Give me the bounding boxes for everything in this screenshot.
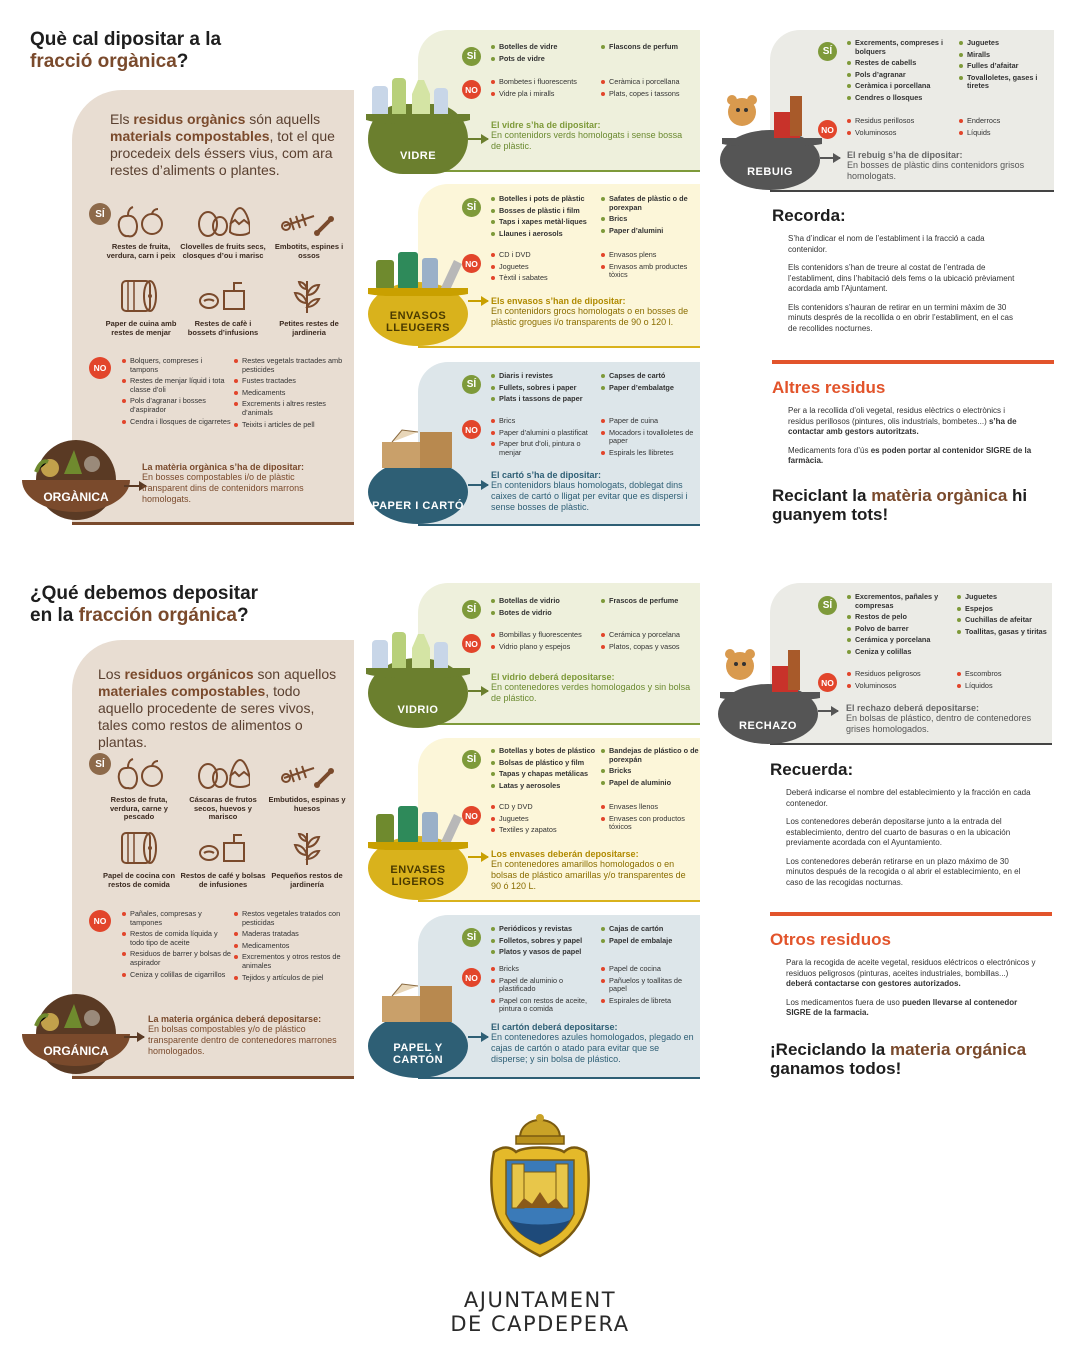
slogan: ¡Reciclando la materia orgánica ganamos todos! <box>770 1040 1027 1078</box>
list-item: Tejidos y artículos de piel <box>233 974 345 983</box>
list-item: Bricks <box>600 767 700 776</box>
rebuig-yes-list-1 <box>846 39 958 106</box>
no-badge: NO <box>462 806 481 825</box>
divider <box>770 912 1052 916</box>
si-badge: SÍ <box>462 47 481 66</box>
envases-divider <box>418 900 700 902</box>
apple-icon <box>114 201 168 241</box>
organic-bowl-icon <box>18 986 134 1076</box>
list-item: Botelles i pots de plàstic <box>490 195 600 204</box>
bottle-icon <box>364 800 472 850</box>
organic-divider <box>72 522 354 525</box>
envasos-yes-list-1 <box>490 195 600 241</box>
page-title: Què cal dipositar a la fracció orgànica? <box>30 29 222 72</box>
list-item: Folletos, sobres y papel <box>490 937 602 946</box>
arrow-icon <box>124 1036 144 1038</box>
envasos-deposit: Els envasos s’han de dipositar: En contenidors grocs homologats o en bosses de plàstic grogues i/o transparents de 90 o 120 l. <box>491 296 689 327</box>
list-item: Enderrocs <box>958 117 1054 126</box>
envasos-divider <box>418 346 700 348</box>
rebuig-yes-list-2 <box>958 39 1054 94</box>
list-item: Ceràmica i porcellana <box>846 82 958 91</box>
list-item: Plats, copes i tassons <box>600 90 700 99</box>
page-title: ¿Qué debemos depositar en la fracción orgánica? <box>30 583 259 626</box>
vidrio-badge: VIDRIO <box>368 658 468 728</box>
papel-no-list-1 <box>490 965 600 1017</box>
organic-no-list-2 <box>233 357 343 432</box>
list-item: Paper d’alumini <box>600 227 700 236</box>
vidre-yes-list-1 <box>490 43 600 66</box>
bottle-icon <box>362 628 474 678</box>
box-icon <box>372 424 468 474</box>
organic-deposit: La matèria orgànica s’ha de dipositar: En bosses compostables i/o de plàstic transparent dins de contenidors marrons homologats. <box>142 462 305 504</box>
list-item: Juguetes <box>490 815 600 824</box>
vidrio-divider <box>418 723 700 725</box>
organic-no-list-2 <box>233 910 345 985</box>
rechazo-no-list-2 <box>956 670 1052 693</box>
list-item: Botelles de vidre <box>490 43 600 52</box>
no-badge: NO <box>818 120 837 139</box>
list-item: Excrements i altres restes d’animals <box>233 400 343 417</box>
list-item: Excrements, compreses i bolquers <box>846 39 958 56</box>
list-item: Cajas de cartón <box>600 925 700 934</box>
yes-item-label: Restes de fruita, verdura, carn i peix <box>106 242 176 260</box>
apple-icon <box>114 753 168 793</box>
arrow-icon <box>468 138 488 140</box>
list-item: Papel de aluminio o plastificado <box>490 977 600 994</box>
organic-intro: Els residus orgànics són aquells materials compostables, tot el que procedeix dels éssers vius, com ara restes d’aliments o plantes. <box>110 111 335 178</box>
list-item: Restos de pelo <box>846 613 958 622</box>
vidrio-yes-list-1 <box>490 597 600 620</box>
arrow-icon <box>820 157 840 159</box>
list-item: Residuos de barrer y bolsas de aspirador <box>121 950 233 967</box>
list-item: Excrementos y otros restos de animales <box>233 953 345 970</box>
yes-item-label: Papel de cocina con restos de comida <box>102 871 176 889</box>
list-item: Papel de aluminio <box>600 779 700 788</box>
leaf-branch-icon <box>280 828 334 868</box>
vidrio-deposit: El vidrio deberá depositarse: En contenedores verdes homologados y sin bolsa de plástico. <box>491 672 691 703</box>
envases-yes-list-2 <box>600 747 700 790</box>
yes-item-label: Restos de fruta, verdura, carne y pescado <box>110 795 168 821</box>
list-item: Platos y vasos de papel <box>490 948 602 957</box>
papel-yes-list-1 <box>490 925 602 960</box>
vidrio-no-list-1 <box>490 631 600 654</box>
list-item: CD i DVD <box>490 251 600 260</box>
list-item: Cuchillas de afeitar <box>956 616 1052 625</box>
vidre-divider <box>418 170 700 172</box>
organic-intro: Los residuos orgánicos son aquellos materiales compostables, todo aquello procedente de seres vivos, tales como restos de alimentos o plantas. <box>98 666 337 750</box>
list-item: Fulles d’afaitar <box>958 62 1054 71</box>
list-item: Bolsas de plástico y film <box>490 759 602 768</box>
list-item: Juguetes <box>958 39 1054 48</box>
list-item: Toallitas, gasas y tiritas <box>956 628 1052 637</box>
rechazo-yes-list-1 <box>846 593 958 660</box>
list-item: Residus perillosos <box>846 117 958 126</box>
box-icon <box>372 978 468 1028</box>
list-item: Pañuelos y toallitas de papel <box>600 977 700 994</box>
nuts-egg-icon <box>196 753 250 793</box>
list-item: Bombetes i fluorescents <box>490 78 600 87</box>
list-item: Textiles y zapatos <box>490 826 600 835</box>
list-item: Brics <box>600 215 700 224</box>
arrow-icon <box>468 300 488 302</box>
altres-title: Altres residus <box>772 378 886 397</box>
list-item: Papel de embalaje <box>600 937 700 946</box>
yes-item-label: Clovelles de fruits secs, closques d’ou i marisc <box>180 242 266 260</box>
envasos-badge: ENVASOS LLEUGERS <box>368 282 468 346</box>
envasos-no-list-2 <box>600 251 700 283</box>
no-badge: NO <box>462 80 481 99</box>
si-badge: SÍ <box>89 753 111 775</box>
rechazo-badge: RECHAZO <box>718 684 818 744</box>
no-badge: NO <box>462 968 481 987</box>
rebuig-deposit: El rebuig s’ha de dipositar: En bosses de plàstic dins contenidors grisos homologats. <box>847 150 1025 181</box>
list-item: Restos vegetales tratados con pesticidas <box>233 910 345 927</box>
list-item: Bombillas y fluorescentes <box>490 631 600 640</box>
list-item: Medicaments <box>233 389 343 398</box>
list-item: Plats i tassons de paper <box>490 395 600 404</box>
list-item: Cerámica y porcelana <box>600 631 700 640</box>
vidre-deposit: El vidre s’ha de dipositar: En contenidors verds homologats i sense bossa de plàstic. <box>491 120 683 151</box>
list-item: Taps i xapes metàl·liques <box>490 218 600 227</box>
envases-yes-list-1 <box>490 747 602 793</box>
list-item: Bricks <box>490 965 600 974</box>
list-item: Safates de plàstic o de porexpan <box>600 195 700 212</box>
list-item: Pols d’agranar <box>846 71 958 80</box>
envases-no-list-2 <box>600 803 700 835</box>
list-item: Cendra i llosques de cigarretes <box>121 418 231 427</box>
list-item: Bosses de plàstic i film <box>490 207 600 216</box>
list-item: Pañales, compresas y tampones <box>121 910 233 927</box>
organic-badge-label: ORGÀNICA <box>43 490 109 504</box>
yes-item-label: Paper de cuina amb restes de menjar <box>105 319 177 337</box>
list-item: Envasos amb productes tòxics <box>600 263 700 280</box>
papel-yes-list-2 <box>600 925 700 948</box>
yes-item-label: Cáscaras de frutos secos, huevos y marisco <box>189 795 257 821</box>
fishbone-icon <box>280 201 334 241</box>
organic-deposit: La materia orgánica deberá depositarse: En bolsas compostables y/o de plástico transparente dentro de contenedores marrones homologados. <box>148 1014 337 1056</box>
list-item: Diaris i revistes <box>490 372 600 381</box>
list-item: Latas y aerosoles <box>490 782 602 791</box>
vidre-yes-list-2 <box>600 43 700 55</box>
list-item: Capses de cartó <box>600 372 700 381</box>
list-item: Mocadors i tovalloletes de paper <box>600 429 700 446</box>
organic-no-list-1 <box>121 910 233 982</box>
list-item: Vidre pla i miralls <box>490 90 600 99</box>
paper-badge: PAPER I CARTÓ <box>368 460 468 524</box>
list-item: Tèxtil i sabates <box>490 274 600 283</box>
list-item: Tovalloletes, gases i tiretes <box>958 74 1054 91</box>
papel-badge: PAPEL Y CARTÓN <box>368 1014 468 1078</box>
si-badge: SÍ <box>818 42 837 61</box>
list-item: Frascos de perfume <box>600 597 700 606</box>
coffee-icon <box>196 828 250 868</box>
teddy-bear-icon <box>720 92 824 146</box>
list-item: Juguetes <box>956 593 1052 602</box>
si-badge: SÍ <box>462 198 481 217</box>
list-item: Paper de cuina <box>600 417 700 426</box>
list-item: Voluminosos <box>846 682 958 691</box>
rebuig-no-list-1 <box>846 117 958 140</box>
list-item: Pols d’agranar i bosses d’aspirador <box>121 397 231 414</box>
list-item: Líquids <box>958 129 1054 138</box>
list-item: Envasos plens <box>600 251 700 260</box>
list-item: Cendres o llosques <box>846 94 958 103</box>
envasos-no-list-1 <box>490 251 600 286</box>
arrow-icon <box>468 856 488 858</box>
no-badge: NO <box>818 673 837 692</box>
paper-divider <box>418 524 700 526</box>
list-item: Platos, copas y vasos <box>600 643 700 652</box>
list-item: Excrementos, pañales y compresas <box>846 593 958 610</box>
recorda-title: Recorda: <box>772 206 846 225</box>
list-item: Cerámica y porcelana <box>846 636 958 645</box>
list-item: Líquidos <box>956 682 1052 691</box>
list-item: Medicamentos <box>233 942 345 951</box>
list-item: Restes vegetals tractades amb pesticides <box>233 357 343 374</box>
list-item: Espirales de libreta <box>600 997 700 1006</box>
organic-no-list-1 <box>121 357 231 429</box>
list-item: Envases llenos <box>600 803 700 812</box>
leaf-branch-icon <box>280 276 334 316</box>
paper-roll-icon <box>114 276 168 316</box>
list-item: Paper d’embalatge <box>600 384 700 393</box>
list-item: Bolquers, compreses i tampons <box>121 357 231 374</box>
fishbone-icon <box>280 753 334 793</box>
coat-of-arms-icon <box>476 1112 604 1272</box>
paper-yes-list-1 <box>490 372 600 407</box>
recuerda-section: Recuerda: Deberá indicarse el nombre del establecimiento y la fracción en cada contenedor. Los contenedores deberán depositarse junto a la entrada del establecimiento, dentro del cuarto de basuras o en la ubicación previamente acordada con el Ayuntamiento. Los contenedores deberán retirarse en un plazo máximo de 30 minutos después de la recogida o al abrir el establecimiento, en el caso de las recogidas nocturnas. <box>770 760 1052 896</box>
envasos-yes-list-2 <box>600 195 700 238</box>
list-item: Periódicos y revistas <box>490 925 602 934</box>
list-item: Paper brut d’oli, pintura o menjar <box>490 440 602 457</box>
yes-item-label: Embotits, espines i ossos <box>274 242 344 260</box>
envases-badge: ENVASES LIGEROS <box>368 836 468 900</box>
arrow-icon <box>468 1036 488 1038</box>
no-badge: NO <box>462 254 481 273</box>
list-item: Escombros <box>956 670 1052 679</box>
list-item: Botellas de vidrio <box>490 597 600 606</box>
list-item: Llaunes i aerosols <box>490 230 600 239</box>
si-badge: SÍ <box>818 596 837 615</box>
no-badge: NO <box>89 910 111 932</box>
list-item: Fullets, sobres i paper <box>490 384 600 393</box>
list-item: Papel de cocina <box>600 965 700 974</box>
footer-logo-text: AJUNTAMENT DE CAPDEPERA <box>450 1288 630 1336</box>
list-item: Espirals les llibretes <box>600 449 700 458</box>
list-item: Fustes tractades <box>233 377 343 386</box>
list-item: Teixits i articles de pell <box>233 421 343 430</box>
yes-item-label: Embutidos, espinas y huesos <box>268 795 346 813</box>
no-badge: NO <box>89 357 111 379</box>
list-item: Botes de vidrio <box>490 609 600 618</box>
yes-item-label: Petites restes de jardineria <box>279 319 339 337</box>
divider <box>772 360 1054 364</box>
otros-section: Otros residuos Para la recogida de aceite vegetal, residuos eléctricos o electrónicos y residuos peligrosos (pinturas, aceites industriales, bombillas...) deberá contactarse con gestores autorizados. Los medicamentos fuera de uso pueden llevarse al contenedor SIGRE de la farmacia. <box>770 930 1052 1027</box>
list-item: Restes de cabells <box>846 59 958 68</box>
list-item: Residuos peligrosos <box>846 670 958 679</box>
list-item: Bandejas de plástico o de porexpán <box>600 747 700 764</box>
recuerda-title: Recuerda: <box>770 760 854 779</box>
rebuig-divider <box>770 190 1054 192</box>
vidre-no-list-2 <box>600 78 700 101</box>
paper-no-list-2 <box>600 417 700 460</box>
coffee-icon <box>196 276 250 316</box>
organic-badge-label: ORGÁNICA <box>43 1044 109 1058</box>
list-item: Ceniza y colillas <box>846 648 958 657</box>
list-item: Papel con restos de aceite, pintura o comida <box>490 997 600 1014</box>
arrow-icon <box>468 484 488 486</box>
slogan: Reciclant la matèria orgànica hi guanyem tots! <box>772 486 1028 524</box>
si-badge: SÍ <box>462 600 481 619</box>
organic-divider <box>72 1076 354 1079</box>
list-item: Maderas tratadas <box>233 930 345 939</box>
si-badge: SÍ <box>462 750 481 769</box>
bottle-icon <box>362 74 474 124</box>
envases-deposit: Los envases deberán depositarse: En contenedores amarillos homologados o en bolsas de plástico amarillas y/o transparentes de 90 ó 120 L. <box>491 849 686 891</box>
list-item: Polvo de barrer <box>846 625 958 634</box>
arrow-icon <box>818 710 838 712</box>
list-item: Paper d’alumini o plastificat <box>490 429 602 438</box>
rechazo-no-list-1 <box>846 670 958 693</box>
list-item: Miralls <box>958 51 1054 60</box>
list-item: Pots de vidre <box>490 55 600 64</box>
list-item: Tapas y chapas metálicas <box>490 770 602 779</box>
otros-title: Otros residuos <box>770 930 891 949</box>
bottle-icon <box>364 246 472 296</box>
yes-item-label: Pequeños restos de jardinería <box>271 871 343 889</box>
envases-no-list-1 <box>490 803 600 838</box>
list-item: Joguetes <box>490 263 600 272</box>
list-item: Brics <box>490 417 602 426</box>
list-item: Flascons de perfum <box>600 43 700 52</box>
paper-deposit: El cartó s’ha de dipositar: En contenidors blaus homologats, doblegat dins caixes de cartó o lligat per evitar que es dispersi i sense bosses de plàstic. <box>491 470 688 512</box>
arrow-icon <box>468 690 488 692</box>
si-badge: SÍ <box>462 375 481 394</box>
no-badge: NO <box>462 420 481 439</box>
list-item: Vidrio plano y espejos <box>490 643 600 652</box>
vidrio-yes-list-2 <box>600 597 700 609</box>
no-badge: NO <box>462 634 481 653</box>
teddy-bear-icon <box>718 646 822 700</box>
papel-divider <box>418 1077 700 1079</box>
papel-deposit: El cartón deberá depositarse: En contenedores azules homologados, plegado en cajas de cartón o atado para evitar que se disperse; y sin bolsa de plástico. <box>491 1022 694 1064</box>
papel-no-list-2 <box>600 965 700 1008</box>
list-item: Botellas y botes de plástico <box>490 747 602 756</box>
rechazo-yes-list-2 <box>956 593 1052 639</box>
paper-yes-list-2 <box>600 372 700 395</box>
si-badge: SÍ <box>462 928 481 947</box>
list-item: Restos de comida líquida y todo tipo de aceite <box>121 930 233 947</box>
list-item: Voluminosos <box>846 129 958 138</box>
list-item: Espejos <box>956 605 1052 614</box>
vidrio-no-list-2 <box>600 631 700 654</box>
vidre-badge: VIDRE <box>368 104 468 174</box>
rechazo-deposit: El rechazo deberá depositarse: En bolsas de plástico, dentro de contenedores grises homologados. <box>846 703 1032 734</box>
paper-no-list-1 <box>490 417 602 460</box>
vidre-no-list-1 <box>490 78 600 101</box>
rebuig-no-list-2 <box>958 117 1054 140</box>
yes-item-label: Restes de cafè i bossets d’infusions <box>187 319 259 337</box>
altres-section: Altres residus Per a la recollida d’oli vegetal, residus elèctrics o electrònics i residus perillosos (pintures, olis industrials, bombetes...) s’ha de contactar amb gestors autoritzats. Medicaments fora d’ús es poden portar al contenidor SIGRE de la farmàcia. <box>772 378 1052 475</box>
list-item: Restes de menjar líquid i tota classe d’oli <box>121 377 231 394</box>
list-item: Ceniza y colillas de cigarrillos <box>121 971 233 980</box>
rechazo-divider <box>770 743 1052 745</box>
list-item: Ceràmica i porcellana <box>600 78 700 87</box>
organic-bowl-icon <box>18 432 134 522</box>
nuts-egg-icon <box>196 201 250 241</box>
rebuig-badge: REBUIG <box>720 130 820 190</box>
yes-item-label: Restos de café y bolsas de infusiones <box>180 871 266 889</box>
si-badge: SÍ <box>89 203 111 225</box>
list-item: Envases con productos tóxicos <box>600 815 700 832</box>
paper-roll-icon <box>114 828 168 868</box>
recorda-section: Recorda: S’ha d’indicar el nom de l’establiment i la fracció a cada contenidor. Els contenidors s’han de treure al costat de l’entrada de l’establiment, dins l’habitació dels fems o la ubicació prèviament acordada amb l’Ajuntament. Els contenidors s’hauran de retirar en un termini màxim de 30 minuts després de la recollida o en obrir l’establiment, en el cas de recollides nocturnes. <box>772 206 1052 342</box>
list-item: CD y DVD <box>490 803 600 812</box>
